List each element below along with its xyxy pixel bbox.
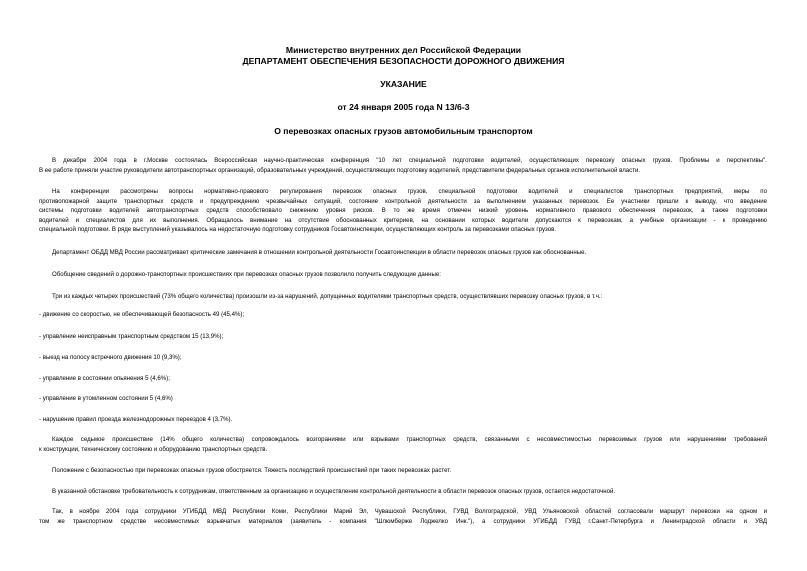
- paragraph-violations-intro: Три из каждых четырех происшествий (73% общего количества) произошли из-за нарушений, допущенных водителями транспортных средств, осуществлявших перевозку опасных грузов, в т.ч.:: [52, 293, 603, 300]
- paragraph-insufficient-control: В указанной обстановке требовательность к сотрудникам, ответственным за организацию и осуществление контрольной деятельности в области перевозок опасных грузов, остается недостаточной.: [52, 488, 616, 495]
- paragraph-line: На конференции рассмотрены вопросы нормативно-правового регулирования перевозок опасных грузов, специальной подготовки водителей и специалистов транспортных предприятий, меры по: [52, 188, 767, 195]
- paragraph-line: водителей и специалистов для их выполнения. Обращалось внимание на отсутствие обоснованных критериев, на основании которых водители допускаются к перевозкам, а учебные организации - к проведению: [39, 216, 767, 224]
- paragraph-line: к конструкции, техническому состоянию и оборудованию транспортных средств.: [39, 445, 268, 453]
- paragraph-data-summary: Обобщение сведений о дорожно-транспортных происшествиях при перевозках опасных грузов позволило получить следующие данные:: [52, 271, 441, 278]
- paragraph-line: В декабре 2004 года в г.Москве состоялась Всероссийская научно-практическая конференция "10 лет специальной подготовки водителей, осуществляющих перевозку опасных грузов. Проблемы и перспективы".: [52, 157, 767, 164]
- paragraph-november-example: [39, 507, 767, 526]
- paragraph-department-assessment: Департамент ОБДД МВД России рассматривает критические замечания в отношении контрольной деятельности Госавтоинспекции в области перевозок опасных грузов как обоснованные.: [52, 249, 587, 256]
- paragraph-conference-issues: [39, 187, 767, 235]
- paragraph-line: В ее работе приняли участие руководители автотранспортных организаций, образовательных учреждений, осуществляющих подготовку водителей, представители федеральных органов исполнительной власти.: [39, 166, 641, 174]
- paragraph-line: специальной подготовки. В ряде выступлений указывалось на недостаточную подготовку сотрудников Госавтоинспекции, осуществляющих контроль за перевозками опасных грузов.: [39, 226, 557, 234]
- document-subject: О перевозках опасных грузов автомобильным транспортом: [274, 126, 533, 136]
- list-item: - управление в состоянии опьянения 5 (4,6%);: [39, 375, 170, 382]
- ministry-name: Министерство внутренних дел Российской Федерации: [285, 45, 522, 55]
- list-item: - нарушение правил проезда железнодорожных переездов 4 (3,7%).: [39, 416, 233, 423]
- paragraph-line: системы подготовки водителей автотранспортных средств способствовало снижению уровня рисков. В то же время отмечен низкий уровень нормативного правового обеспечения перевозок, а также подготовки: [39, 207, 767, 215]
- list-item: - управление в утомленном состоянии 5 (4,6%): [39, 395, 173, 402]
- paragraph-safety-situation: Положение с безопасностью при перевозках опасных грузов обостряется. Тяжесть последствий происшествий при таких перевозках растет.: [52, 467, 452, 474]
- paragraph-line: Каждое седьмое происшествие (14% общего количества) сопровождалось возгораниями или взрывами транспортных средств, связанными с несовместимостью перевозимых грузов или нарушениями требований: [52, 436, 767, 443]
- paragraph-line: том же транспортном средстве несовместимых взрывчатых материалов (заявитель - компания "Шлюмберже Лоджелко Инк."), а сотрудники УГИБДД ГУВД г.Санкт-Петербурга и Ленинградской области и УВД: [39, 517, 767, 525]
- document-date-number: от 24 января 2005 года N 13/6-3: [337, 102, 470, 112]
- paragraph-fires-explosions: [39, 435, 767, 454]
- paragraph-line: Так, в ноябре 2004 года сотрудники УГИБДД МВД Республики Коми, Республики Марий Эл, Чувашской Республики, ГУВД Волгоградской, УВД Ульяновской областей согласовали маршрут перевозки на одном и: [52, 508, 767, 515]
- list-item: - движение со скоростью, не обеспечивающей безопасность 49 (45,4%);: [39, 311, 245, 318]
- paragraph-line: противопожарной защите транспортных средств и предупреждению чрезвычайных ситуаций, состояние контрольной деятельности за выполнением указанных перевозок. Ее участники пришли к выводу, что введение: [39, 197, 767, 205]
- list-item: - управление неисправным транспортным средством 15 (13,9%);: [39, 333, 224, 340]
- document-type: УКАЗАНИЕ: [380, 79, 427, 89]
- paragraph-conference: [39, 156, 767, 175]
- list-item: - выезд на полосу встречного движения 10 (9,3%);: [39, 354, 182, 361]
- department-name: ДЕПАРТАМЕНТ ОБЕСПЕЧЕНИЯ БЕЗОПАСНОСТИ ДОРОЖНОГО ДВИЖЕНИЯ: [242, 56, 565, 66]
